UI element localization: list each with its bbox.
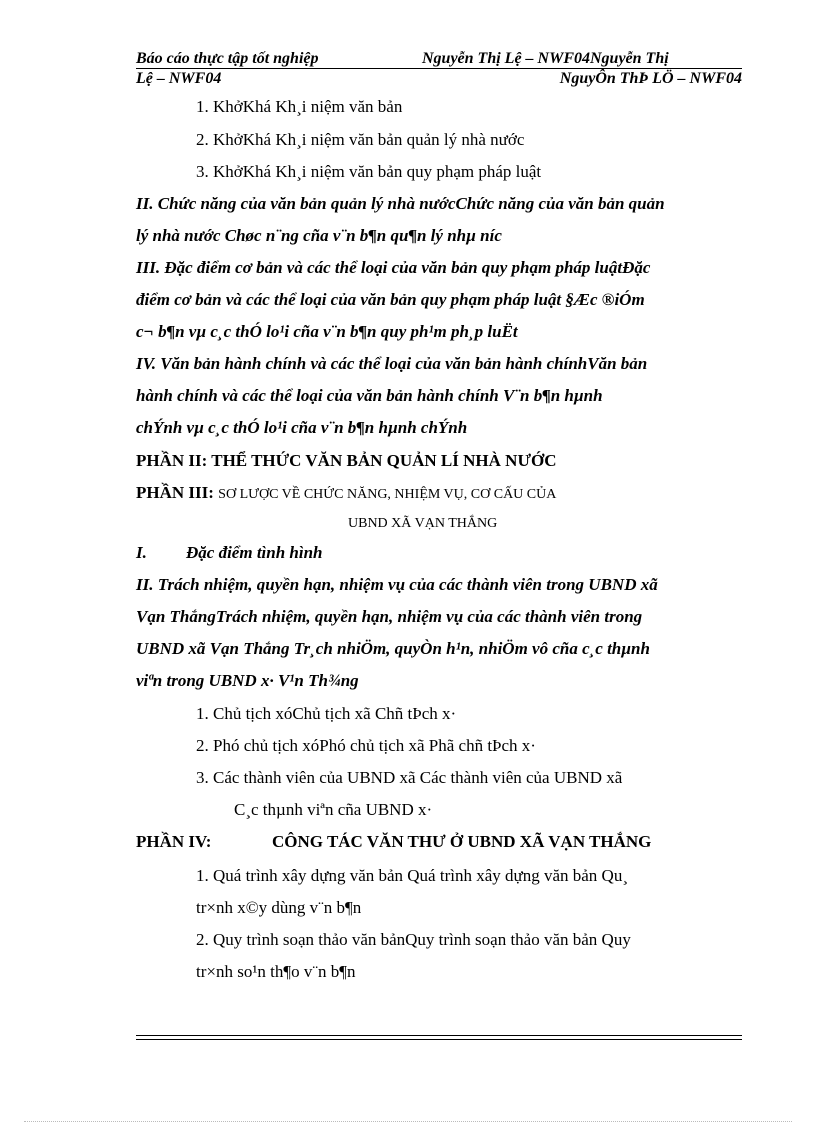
- drafting-process-item-cont: tr×nh x©y dùng v¨n b¶n: [196, 898, 362, 917]
- part-iv-heading: [136, 832, 652, 852]
- header-author-cont: Lệ – NWF04: [136, 70, 222, 87]
- toc-item-3: 3. KhởKhá Kh¸i niệm văn bản quy phạm pháp luật: [196, 162, 542, 181]
- section-ii-line-1: II. Chức năng của văn bản quản lý nhà nướcChức năng của văn bản quản: [136, 194, 665, 213]
- header-report-title: Báo cáo thực tập tốt nghiệp: [136, 50, 319, 67]
- toc-item-1: 1. KhởKhá Kh¸i niệm văn bản: [196, 97, 403, 116]
- running-header-line-1: [136, 50, 742, 68]
- section-i-title: Đặc điểm tình hình: [186, 543, 323, 562]
- part-iii-title-cont: UBND XÃ VẠN THẮNG: [348, 516, 498, 531]
- section-iv-line-2: hành chính và các thể loại của văn bản hành chính V¨n b¶n hµnh: [136, 386, 603, 405]
- toc-item-2: 2. KhởKhá Kh¸i niệm văn bản quản lý nhà nước: [196, 130, 525, 149]
- page-edge-dots: [24, 1121, 792, 1122]
- members-item: 3. Các thành viên của UBND xã Các thành viên của UBND xã: [196, 768, 623, 787]
- section-iv-line-3: chÝnh vµ c¸c thÓ lo¹i cña v¨n b¶n hµnh chÝnh: [136, 418, 468, 437]
- composition-process-item-cont: tr×nh so¹n th¶o v¨n b¶n: [196, 962, 356, 981]
- section-i-number: I.: [136, 543, 147, 562]
- part-iv-title: CÔNG TÁC VĂN THƯ Ở UBND XÃ VẠN THẮNG: [272, 832, 652, 851]
- running-header-line-2: [136, 70, 742, 88]
- header-rule: [136, 68, 742, 69]
- footer-rule-bottom: [136, 1039, 742, 1040]
- part-ii-heading: PHẦN II: THỂ THỨC VĂN BẢN QUẢN LÍ NHÀ NƯỚC: [136, 451, 557, 470]
- composition-process-item: 2. Quy trình soạn thảo văn bảnQuy trình soạn thảo văn bản Quy: [196, 930, 631, 949]
- vice-chairman-item: 2. Phó chủ tịch xóPhó chủ tịch xã Phã chñ tÞch x·: [196, 736, 536, 755]
- section-iv-line-1: IV. Văn bản hành chính và các thể loại của văn bản hành chínhVăn bản: [136, 354, 648, 373]
- part-iii-heading: [136, 483, 556, 505]
- section-iii-line-3: c¬ b¶n vµ c¸c thÓ lo¹i cña v¨n b¶n quy ph¹m ph¸p luËt: [136, 322, 518, 341]
- header-author: Nguyễn Thị Lệ – NWF04Nguyễn Thị: [422, 50, 669, 67]
- part-iii-section-ii-line-1: II. Trách nhiệm, quyền hạn, nhiệm vụ của các thành viên trong UBND xã: [136, 575, 658, 594]
- chairman-item: 1. Chủ tịch xóChủ tịch xã Chñ tÞch x·: [196, 704, 457, 723]
- section-iii-line-2: điểm cơ bản và các thể loại của văn bản quy phạm pháp luật §Æc ®iÓm: [136, 290, 645, 309]
- part-iii-section-ii-line-4: viªn trong UBND x· V¹n Th¾ng: [136, 671, 359, 690]
- header-author-alt: NguyÔn ThÞ LÖ – NWF04: [559, 70, 742, 87]
- part-iii-title: SƠ LƯỢC VỀ CHỨC NĂNG, NHIỆM VỤ, CƠ CẤU CỦA: [218, 487, 557, 502]
- part-iii-section-i: [136, 543, 323, 563]
- drafting-process-item: 1. Quá trình xây dựng văn bản Quá trình xây dựng văn bản Qu¸: [196, 866, 628, 885]
- part-iv-label: PHẦN IV:: [136, 832, 212, 851]
- section-ii-line-2: lý nhà nước Chøc n¨ng cña v¨n b¶n qu¶n lý nhµ níc: [136, 226, 502, 245]
- section-iii-line-1: III. Đặc điểm cơ bản và các thể loại của văn bản quy phạm pháp luậtĐặc: [136, 258, 651, 277]
- part-iii-section-ii-line-3: UBND xã Vạn Thắng Tr¸ch nhiÖm, quyÒn h¹n, nhiÖm vô cña c¸c thµnh: [136, 639, 650, 658]
- part-iii-label: PHẦN III:: [136, 483, 214, 502]
- part-iii-section-ii-line-2: Vạn ThắngTrách nhiệm, quyền hạn, nhiệm vụ của các thành viên trong: [136, 607, 643, 626]
- members-item-cont: C¸c thµnh viªn cña UBND x·: [234, 800, 433, 819]
- footer-rule-top: [136, 1035, 742, 1036]
